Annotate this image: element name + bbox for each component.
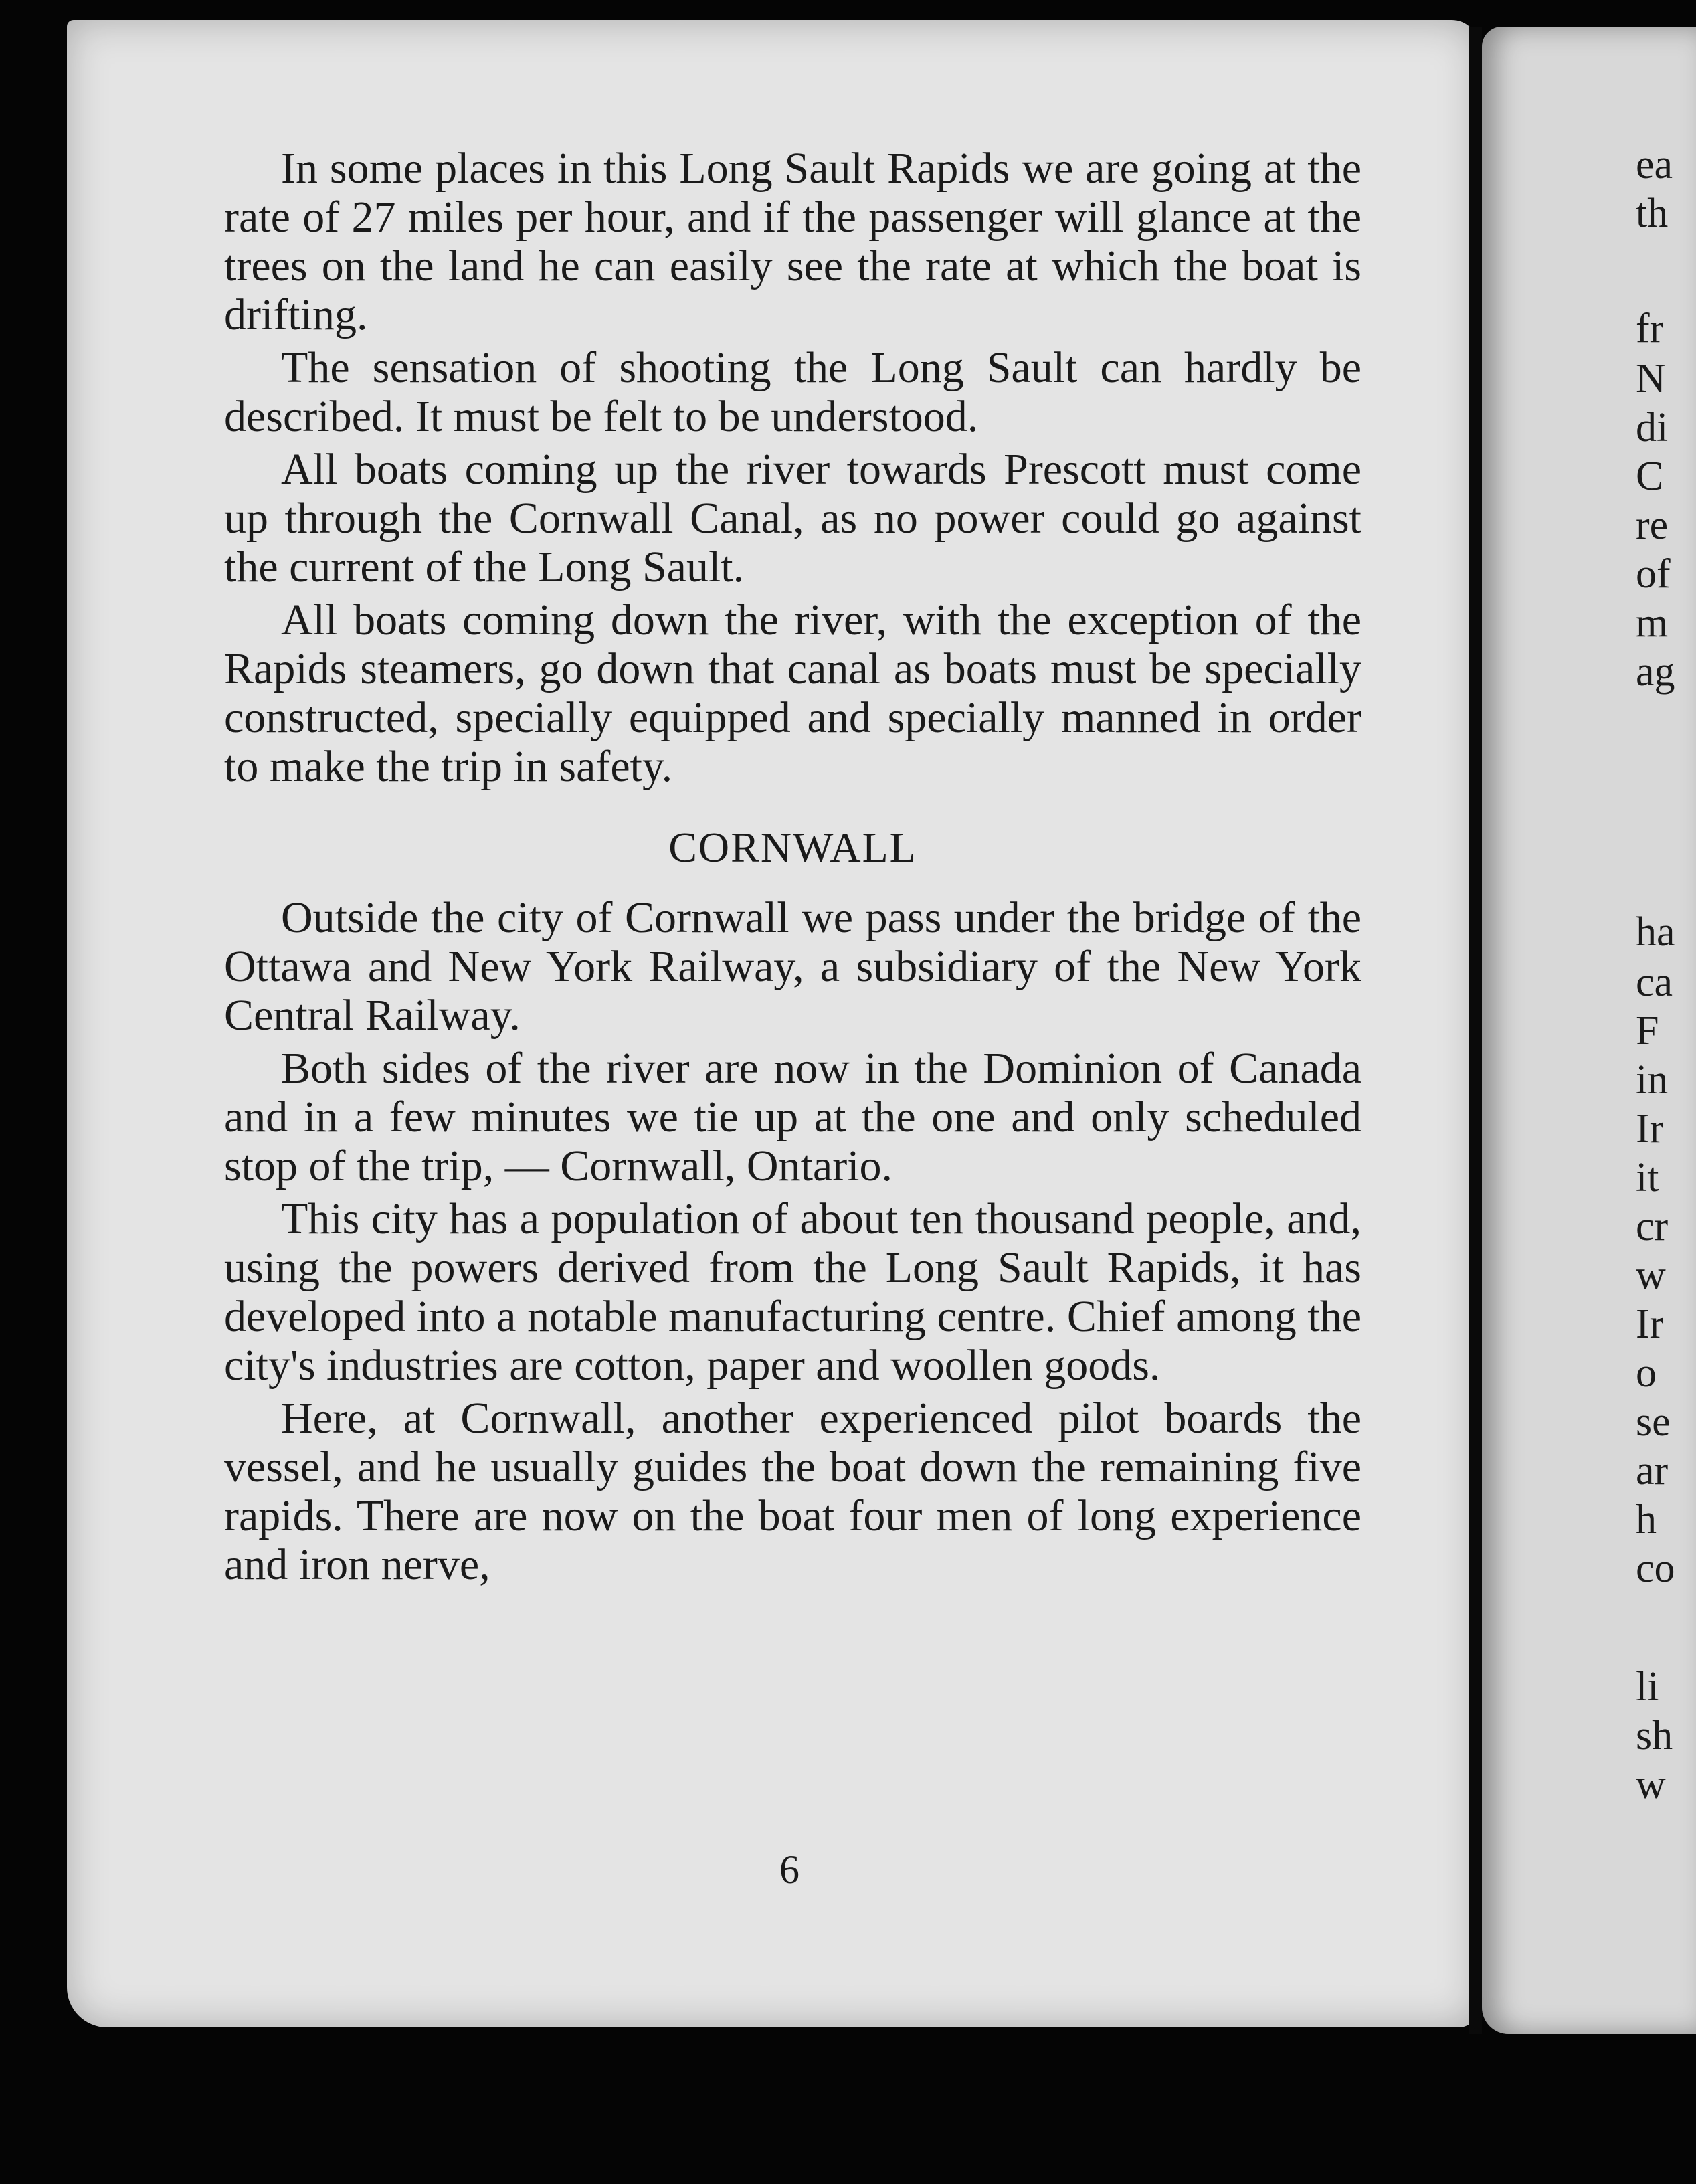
facing-fragment: in [1636, 1057, 1669, 1103]
paragraph: All boats coming down the river, with the exception of the Rapids steamers, go down that canal as boats must be specially constructed, specially equipped and specially manned in order to make the trip in safety. [224, 596, 1361, 791]
facing-fragment: F [1636, 1008, 1659, 1054]
facing-fragment: ar [1636, 1448, 1669, 1493]
facing-fragment: h [1636, 1497, 1657, 1542]
facing-fragment: ca [1636, 960, 1673, 1005]
facing-fragment: ag [1636, 649, 1675, 695]
paragraph: The sensation of shooting the Long Sault can hardly be described. It must be felt to be understood. [224, 343, 1361, 441]
facing-fragment: m [1636, 600, 1669, 646]
facing-fragment: w [1636, 1762, 1666, 1807]
paragraph: In some places in this Long Sault Rapids we are going at the rate of 27 miles per hour, and if the passenger will glance at the trees on the land he can easily see the rate at which the boat is drifting. [224, 144, 1361, 339]
facing-fragment: co [1636, 1546, 1675, 1591]
facing-fragment: re [1636, 503, 1669, 548]
facing-fragment: Ir [1636, 1106, 1664, 1152]
page-text [224, 144, 1361, 1593]
facing-fragment: di [1636, 405, 1669, 450]
facing-fragment: li [1636, 1664, 1659, 1710]
section-heading: CORNWALL [668, 824, 917, 871]
facing-fragment: w [1636, 1253, 1666, 1298]
book-gutter [1469, 27, 1482, 2034]
paragraph: Both sides of the river are now in the Dominion of Canada and in a few minutes we tie up at the one and only scheduled stop of the trip, — Cornwall, Ontario. [224, 1044, 1361, 1190]
facing-fragment: cr [1636, 1204, 1669, 1249]
facing-fragment: ea [1636, 142, 1673, 187]
paragraph: This city has a population of about ten thousand people, and, using the powers derived from the Long Sault Rapids, it has developed into a notable manufacturing centre. Chief among the city's industries are cotton, paper and woollen goods. [224, 1194, 1361, 1390]
facing-fragment: sh [1636, 1713, 1673, 1758]
facing-fragment: o [1636, 1350, 1657, 1396]
paragraph: Here, at Cornwall, another experienced pilot boards the vessel, and he usually guides the boat down the remaining five rapids. There are now on the boat four men of long experience and iron nerve, [224, 1394, 1361, 1589]
facing-fragment: Ir [1636, 1301, 1664, 1347]
paragraph: All boats coming up the river towards Prescott must come up through the Cornwall Canal, as no power could go against the current of the Long Sault. [224, 445, 1361, 592]
facing-fragment: th [1636, 191, 1669, 236]
facing-fragment: N [1636, 356, 1666, 401]
paragraph: Outside the city of Cornwall we pass under the bridge of the Ottawa and New York Railway, a subsidiary of the New York Central Railway. [224, 893, 1361, 1040]
facing-fragment: se [1636, 1399, 1671, 1445]
page-number: 6 [779, 1847, 799, 1892]
facing-fragment: fr [1636, 306, 1664, 351]
facing-fragment: of [1636, 551, 1671, 597]
facing-fragment: C [1636, 454, 1664, 499]
facing-fragment: it [1636, 1155, 1659, 1200]
facing-fragment: ha [1636, 909, 1675, 955]
